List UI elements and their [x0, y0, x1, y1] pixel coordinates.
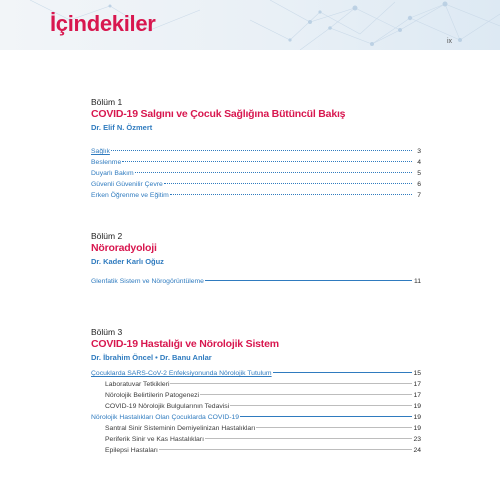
toc-entry[interactable]: [91, 168, 421, 179]
dot-leader: [200, 394, 412, 395]
toc-entry[interactable]: [91, 368, 421, 379]
dot-leader: [273, 372, 412, 373]
toc-entry-page: 19: [413, 403, 421, 410]
toc-entry-page: 23: [413, 436, 421, 443]
toc-entry[interactable]: [91, 157, 421, 168]
toc-entry-label: Epilepsi Hastaları: [105, 447, 158, 454]
dot-leader: [170, 194, 412, 195]
toc-entry-page: 5: [417, 170, 421, 177]
dot-leader: [159, 449, 412, 450]
toc-entry-label: Çocuklarda SARS-CoV-2 Enfeksiyonunda Nörolojik Tutulum: [91, 370, 272, 377]
toc-entry-page: 19: [413, 414, 421, 421]
toc-entry-label: Laboratuvar Tetkikleri: [105, 381, 170, 388]
chapter-number: Bölüm 1: [91, 97, 123, 107]
toc-entry-label: Güvenli Güvenilir Çevre: [91, 181, 163, 188]
toc-subentry[interactable]: [91, 401, 421, 412]
toc-entry-label: Periferik Sinir ve Kas Hastalıkları: [105, 436, 204, 443]
toc-entry-page: 11: [413, 278, 421, 285]
toc-entry-page: 17: [413, 381, 421, 388]
toc-subentry[interactable]: [91, 434, 421, 445]
chapter-number: Bölüm 2: [91, 231, 123, 241]
page-title: İçindekiler: [50, 11, 156, 36]
chapter-number: Bölüm 3: [91, 327, 123, 337]
chapter-2: [91, 231, 421, 287]
toc-entry-label: Nörolojik Belirtilerin Patogenezi: [105, 392, 200, 399]
toc-entry-label: Santral Sinir Sisteminin Demiyelinizan Hastalıkları: [105, 425, 256, 432]
toc-subentry[interactable]: [91, 423, 421, 434]
toc-entry-label: Sağlık: [91, 148, 110, 155]
toc-subentry[interactable]: [91, 445, 421, 456]
toc-entry[interactable]: [91, 276, 421, 287]
toc-entry-page: 19: [413, 425, 421, 432]
toc-entry-label: Nörolojik Hastalıkları Olan Çocuklarda COVID-19: [91, 414, 240, 421]
toc-entry-label: Beslenme: [91, 159, 122, 166]
dot-leader: [122, 161, 412, 162]
toc-entry-page: 24: [413, 447, 421, 454]
toc-entry-label: Glenfatik Sistem ve Nörogörüntüleme: [91, 278, 204, 285]
toc-entry[interactable]: [91, 179, 421, 190]
toc-entry[interactable]: [91, 146, 421, 157]
dot-leader: [170, 383, 412, 384]
dot-leader: [135, 172, 412, 173]
toc-entry[interactable]: [91, 190, 421, 201]
chapter-1: [91, 97, 421, 201]
toc-entry-label: COVID-19 Nörolojik Bulgularının Tedavisi: [105, 403, 230, 410]
page-number: ix: [446, 38, 452, 45]
toc-list: [91, 368, 421, 456]
toc-list: [91, 276, 421, 287]
chapter-author: Dr. Kader Karlı Oğuz: [91, 257, 164, 266]
toc-entry-label: Erken Öğrenme ve Eğitim: [91, 192, 169, 199]
dot-leader: [111, 150, 412, 151]
dot-leader: [164, 183, 412, 184]
toc-entry-page: 15: [413, 370, 421, 377]
dot-leader: [205, 280, 412, 281]
dot-leader: [256, 427, 412, 428]
chapter-3: [91, 327, 421, 456]
dot-leader: [230, 405, 412, 406]
toc-entry-page: 3: [417, 148, 421, 155]
chapter-author: Dr. İbrahim Öncel • Dr. Banu Anlar: [91, 353, 212, 362]
toc-subentry[interactable]: [91, 390, 421, 401]
toc-entry-page: 17: [413, 392, 421, 399]
chapter-title: COVID-19 Salgını ve Çocuk Sağlığına Bütüncül Bakış: [91, 108, 346, 120]
toc-list: [91, 146, 421, 201]
toc-entry-page: 6: [417, 181, 421, 188]
chapter-title: COVID-19 Hastalığı ve Nörolojik Sistem: [91, 338, 279, 350]
toc-subentry[interactable]: [91, 379, 421, 390]
chapter-title: Nöroradyoloji: [91, 242, 157, 254]
dot-leader: [240, 416, 412, 417]
toc-entry[interactable]: [91, 412, 421, 423]
toc-entry-page: 7: [417, 192, 421, 199]
chapter-author: Dr. Elif N. Özmert: [91, 123, 153, 132]
toc-entry-label: Duyarlı Bakım: [91, 170, 134, 177]
dot-leader: [205, 438, 412, 439]
toc-entry-page: 4: [417, 159, 421, 166]
